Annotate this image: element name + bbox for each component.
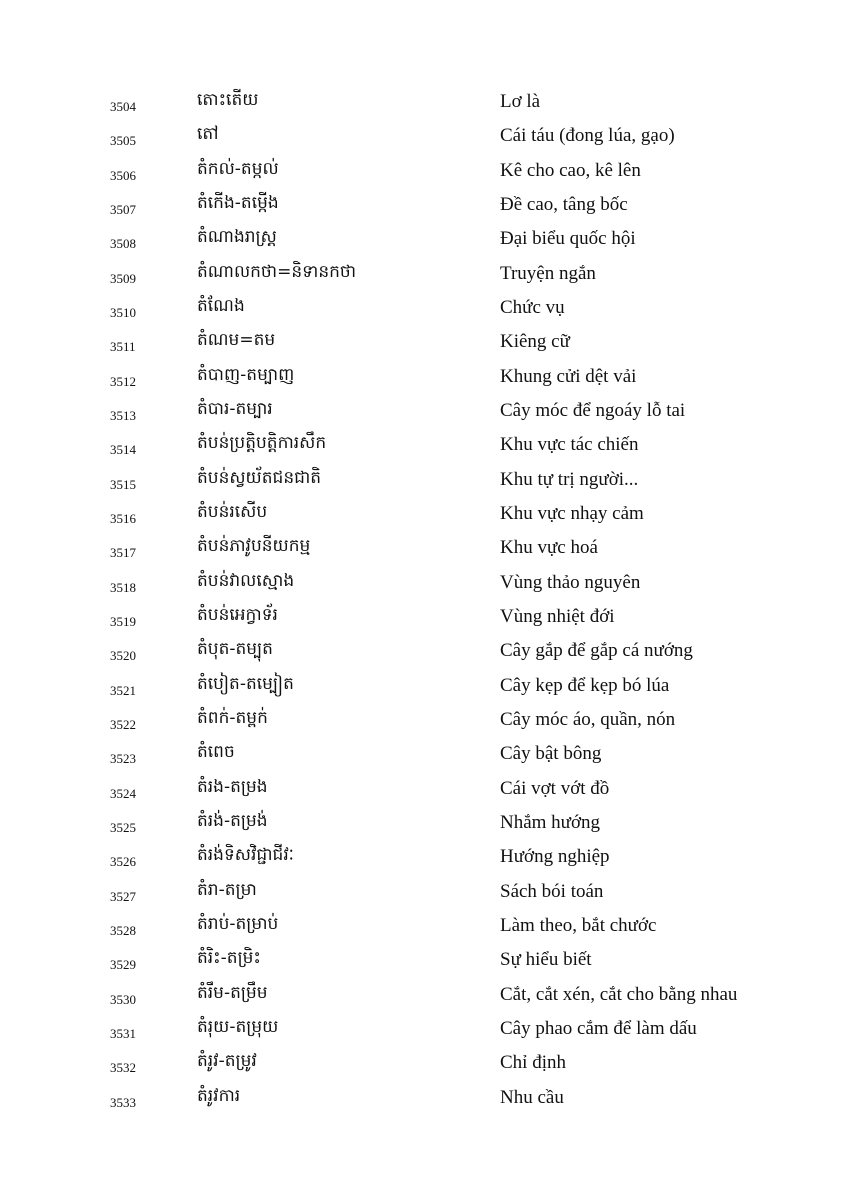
list-item — [0, 120, 848, 154]
khmer-term: តំបន់ស្វយ័តជនជាតិ — [197, 467, 322, 488]
vietnamese-meaning: Khu vực tác chiến — [500, 434, 639, 456]
list-item — [0, 395, 848, 429]
khmer-term: តំណាលកថា=និទានកថា — [197, 261, 357, 282]
list-item — [0, 532, 848, 566]
vietnamese-meaning: Chỉ định — [500, 1052, 566, 1074]
entry-number: 3506 — [110, 167, 136, 183]
khmer-term: តំបន់អេក្វាទ័រ — [197, 604, 278, 625]
vietnamese-meaning: Vùng thảo nguyên — [500, 571, 641, 593]
entry-number: 3508 — [110, 236, 136, 252]
vietnamese-meaning: Hướng nghiệp — [500, 846, 610, 868]
khmer-term: តំបន់វាលស្មោង — [197, 570, 295, 591]
entry-number: 3528 — [110, 922, 136, 938]
list-item — [0, 773, 848, 807]
vietnamese-meaning: Cây bật bông — [500, 743, 602, 765]
khmer-term: តៅ — [197, 124, 219, 145]
entry-number: 3507 — [110, 201, 136, 217]
vietnamese-meaning: Cây móc để ngoáy lỗ tai — [500, 399, 686, 421]
vietnamese-meaning: Đề cao, tâng bốc — [500, 193, 628, 215]
list-item — [0, 567, 848, 601]
list-item — [0, 429, 848, 463]
entry-number: 3505 — [110, 133, 136, 149]
list-item — [0, 876, 848, 910]
vietnamese-meaning: Cây móc áo, quần, nón — [500, 708, 676, 730]
list-item — [0, 258, 848, 292]
khmer-term: តំបុត-តម្បុត — [197, 639, 273, 660]
khmer-term: តំរង-តម្រង — [197, 776, 268, 797]
vietnamese-meaning: Khu tự trị người... — [500, 468, 639, 490]
vietnamese-meaning: Cắt, cắt xén, cắt cho bằng nhau — [500, 983, 738, 1005]
list-item — [0, 155, 848, 189]
list-item — [0, 635, 848, 669]
list-item — [0, 704, 848, 738]
entry-number: 3521 — [110, 682, 136, 698]
list-item — [0, 807, 848, 841]
list-item — [0, 910, 848, 944]
khmer-term: តំបារ-តម្បារ — [197, 398, 273, 419]
vietnamese-meaning: Kê cho cao, kê lên — [500, 159, 641, 181]
vietnamese-meaning: Vùng nhiệt đới — [500, 605, 615, 627]
entry-number: 3531 — [110, 1025, 136, 1041]
entry-number: 3527 — [110, 888, 136, 904]
khmer-term: តំណាងរាស្ត្រ — [197, 227, 277, 248]
list-item — [0, 670, 848, 704]
list-item — [0, 326, 848, 360]
khmer-term: តំរូវ-តម្រូវ — [197, 1051, 257, 1072]
entry-number: 3512 — [110, 373, 136, 389]
vietnamese-meaning: Cây kẹp để kẹp bó lúa — [500, 674, 670, 696]
entry-number: 3525 — [110, 819, 136, 835]
entry-number: 3519 — [110, 613, 136, 629]
khmer-term: តំរាប់-តម្រាប់ — [197, 913, 279, 934]
entry-number: 3510 — [110, 304, 136, 320]
list-item — [0, 944, 848, 978]
entry-number: 3513 — [110, 407, 136, 423]
vietnamese-meaning: Khung cửi dệt vải — [500, 365, 637, 387]
entry-number: 3524 — [110, 785, 136, 801]
list-item — [0, 464, 848, 498]
vietnamese-meaning: Cây gắp để gắp cá nướng — [500, 640, 693, 662]
list-item — [0, 601, 848, 635]
vietnamese-meaning: Cái vợt vớt đồ — [500, 777, 610, 799]
vietnamese-meaning: Cây phao cắm để làm dấu — [500, 1017, 697, 1039]
list-item — [0, 86, 848, 120]
list-item — [0, 292, 848, 326]
vietnamese-meaning: Nhu cầu — [500, 1086, 564, 1108]
entry-number: 3523 — [110, 751, 136, 767]
entry-number: 3532 — [110, 1060, 136, 1076]
list-item — [0, 738, 848, 772]
list-item — [0, 498, 848, 532]
khmer-term: តំបន់ប្រតិ្តបត្តិការសឹក — [197, 433, 327, 454]
list-item — [0, 189, 848, 223]
vietnamese-meaning: Nhắm hướng — [500, 811, 601, 833]
entry-number: 3511 — [110, 339, 136, 355]
list-item — [0, 979, 848, 1013]
vietnamese-meaning: Sách bói toán — [500, 880, 604, 902]
entry-number: 3529 — [110, 957, 136, 973]
khmer-term: តំរិះ-តម្រិះ — [197, 948, 261, 969]
entry-number: 3522 — [110, 716, 136, 732]
khmer-term: តំបន់ភាវូបនីយកម្ម — [197, 536, 311, 557]
entry-number: 3520 — [110, 648, 136, 664]
khmer-term: តំរង់-តម្រង់ — [197, 810, 268, 831]
entry-number: 3515 — [110, 476, 136, 492]
khmer-term: តំរង់ទិសវិជ្ជាជីវៈ — [197, 845, 294, 866]
vietnamese-meaning: Cái táu (đong lúa, gạo) — [500, 125, 675, 147]
list-item — [0, 1013, 848, 1047]
vietnamese-meaning: Khu vực nhạy cảm — [500, 502, 644, 524]
entry-list — [0, 86, 848, 1116]
khmer-term: តំកើង-តម្កើង — [197, 192, 279, 213]
entry-number: 3530 — [110, 991, 136, 1007]
vietnamese-meaning: Kiêng cữ — [500, 331, 570, 353]
khmer-term: តំបៀត-តម្បៀត — [197, 673, 294, 694]
khmer-term: តំបាញ-តម្បាញ — [197, 364, 295, 385]
khmer-term: តំពេច — [197, 742, 235, 763]
khmer-term: តំរឹម-តម្រឹម — [197, 982, 268, 1003]
entry-number: 3504 — [110, 99, 136, 114]
entry-number: 3509 — [110, 270, 136, 286]
vietnamese-meaning: Lơ là — [500, 91, 541, 112]
khmer-term: តំពក់-តម្ពក់ — [197, 707, 268, 728]
list-item — [0, 1082, 848, 1116]
vietnamese-meaning: Truyện ngắn — [500, 262, 596, 284]
khmer-term: តំរុយ-តម្រុយ — [197, 1016, 279, 1037]
khmer-term: តំណែង — [197, 295, 245, 316]
khmer-term: តំបន់រសើប — [197, 501, 268, 522]
entry-number: 3517 — [110, 545, 136, 561]
vietnamese-meaning: Khu vực hoá — [500, 537, 598, 559]
vietnamese-meaning: Đại biểu quốc hội — [500, 228, 636, 250]
entry-number: 3516 — [110, 510, 136, 526]
entry-number: 3526 — [110, 854, 136, 870]
khmer-term: តំកល់-តម្កល់ — [197, 158, 279, 179]
list-item — [0, 1047, 848, 1081]
entry-number: 3533 — [110, 1094, 136, 1110]
entry-number: 3518 — [110, 579, 136, 595]
khmer-term: តំរា-តម្រា — [197, 879, 257, 900]
vietnamese-meaning: Chức vụ — [500, 296, 565, 318]
list-item — [0, 361, 848, 395]
list-item — [0, 223, 848, 257]
khmer-term: តំរូវការ — [197, 1085, 241, 1106]
entry-number: 3514 — [110, 442, 136, 458]
vietnamese-meaning: Sự hiểu biết — [500, 949, 592, 971]
khmer-term: តោះតើយ — [197, 90, 259, 110]
vietnamese-meaning: Làm theo, bắt chước — [500, 914, 657, 936]
list-item — [0, 841, 848, 875]
khmer-term: តំណម=តម — [197, 330, 276, 351]
